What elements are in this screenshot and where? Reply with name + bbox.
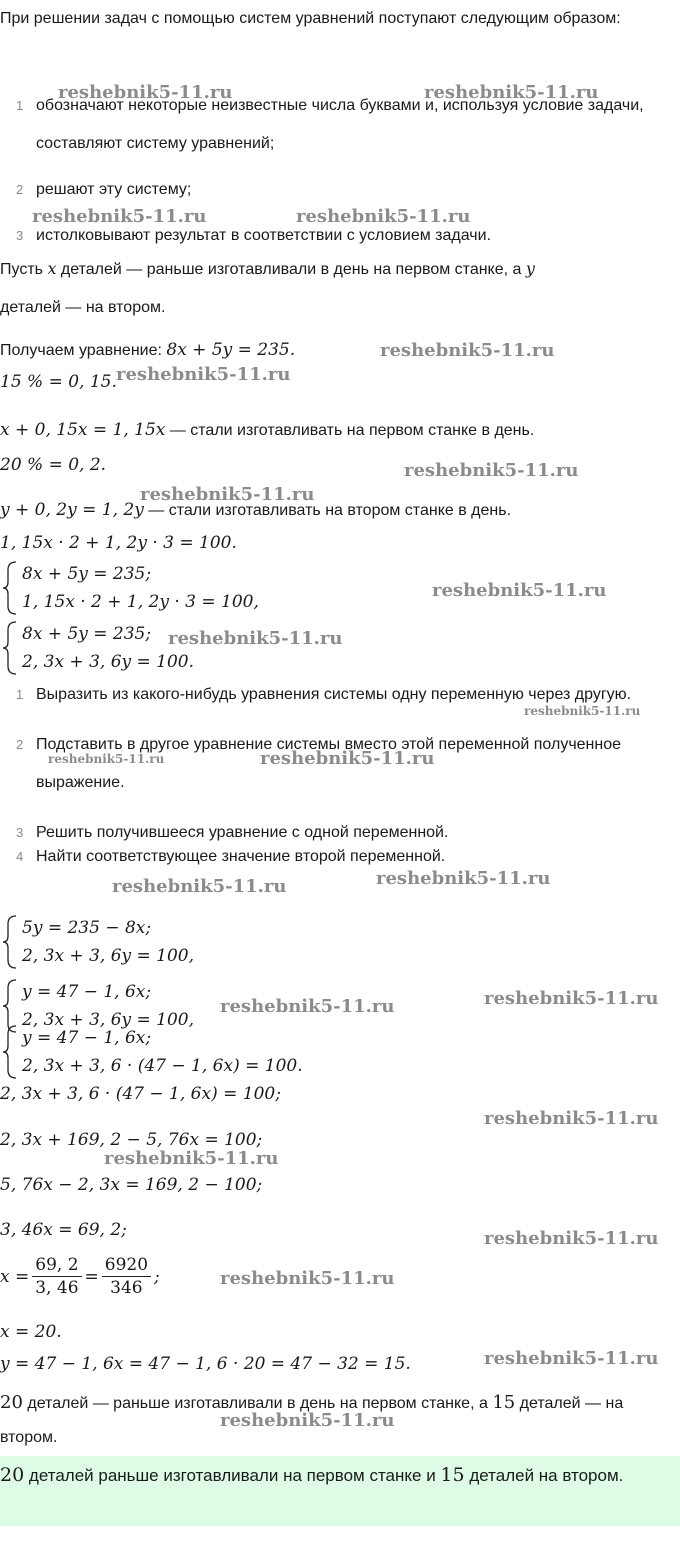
list-number: 2 [16,737,24,752]
answer-num-a: 20 [0,1464,25,1486]
watermark: reshebnik5-11.ru [220,996,395,1017]
denominator: 346 [110,1278,143,1298]
conclusion-text-d: деталей — на втором. [0,1395,624,1446]
var-y: y [525,259,535,278]
watermark: reshebnik5-11.ru [432,580,607,601]
watermark: reshebnik5-11.ru [424,82,599,103]
let-text-c: деталей — на втором. [0,299,166,316]
system-line: 2, 3x + 3, 6y = 100, [22,1009,195,1030]
list-number: 1 [16,687,24,702]
calc-line: 2, 3x + 3, 6 · (47 − 1, 6x) = 100; [0,1084,281,1104]
equals-sign: = [84,1266,99,1287]
list-number: 2 [16,182,24,197]
equation-2: 1, 15x · 2 + 1, 2y · 3 = 100. [0,533,237,553]
watermark: reshebnik5-11.ru [32,206,207,227]
calc-line: 2, 3x + 169, 2 − 5, 76x = 100; [0,1130,263,1150]
x-result: x = 20. [0,1322,62,1342]
watermark: reshebnik5-11.ru [484,988,659,1009]
fraction-2 [102,1254,151,1299]
list-text: Решить получившееся уравнение с одной переменной. [36,824,449,841]
watermark: reshebnik5-11.ru [484,1228,659,1249]
calc-line: 3, 46x = 69, 2; [0,1220,127,1240]
line-y-text: — стали изготавливать на втором станке в день. [143,502,512,519]
brace-icon [0,914,22,970]
system-line: 2, 3x + 3, 6 · (47 − 1, 6x) = 100. [22,1055,303,1076]
line-x-expr: x + 0, 15x = 1, 15x [0,420,166,440]
list-text: Найти соответствующее значение второй переменной. [36,848,446,865]
watermark: reshebnik5-11.ru [140,484,315,505]
system-line: 8x + 5y = 235; [22,623,152,644]
line-x [0,420,534,440]
watermark: reshebnik5-11.ru [524,704,641,718]
let-text-a: Пусть [0,261,48,278]
percent-15: 15 % = 0, 15. [0,372,117,392]
answer-box [0,1456,680,1526]
list-number: 3 [16,228,24,243]
watermark: reshebnik5-11.ru [104,1148,279,1169]
system-3 [0,914,194,970]
fraction-1 [32,1254,81,1299]
fraction-lhs: x = [0,1266,30,1287]
list-number: 4 [16,849,24,864]
watermark: reshebnik5-11.ru [168,628,343,649]
denominator: 3, 46 [35,1278,79,1298]
watermark: reshebnik5-11.ru [220,1268,395,1289]
system-line: 8x + 5y = 235; [22,563,152,584]
system-2 [0,620,194,676]
answer-num-c: 15 [440,1464,465,1486]
watermark: reshebnik5-11.ru [58,82,233,103]
list-item [0,838,676,876]
list-item [0,171,676,209]
watermark: reshebnik5-11.ru [112,876,287,897]
system-1 [0,560,259,616]
watermark: reshebnik5-11.ru [220,1410,395,1431]
list-text: решают эту систему; [36,181,192,198]
semicolon: ; [154,1266,160,1287]
list-text: Выразить из какого-нибудь уравнения системы одну переменную через другую. [36,686,632,703]
brace-icon [0,1024,22,1080]
fraction-line [0,1254,160,1299]
system-line: y = 47 − 1, 6x; [22,981,152,1002]
equation-1: 8x + 5y = 235. [166,340,296,360]
equation-label: Получаем уравнение: [0,342,167,359]
system-line: 2, 3x + 3, 6y = 100, [22,945,195,966]
let-paragraph [0,250,676,327]
watermark: reshebnik5-11.ru [116,364,291,385]
system-line: 2, 3x + 3, 6y = 100. [22,651,195,672]
answer-text-d: деталей на втором. [464,1466,624,1485]
list-number: 3 [16,825,24,840]
watermark: reshebnik5-11.ru [484,1348,659,1369]
intro-paragraph [0,0,676,38]
let-text-b: деталей — раньше изготавливали в день на первом станке, а [56,261,526,278]
list-text: Подставить в другое уравнение системы вместо этой переменной полученное выражение. [36,736,622,791]
percent-20: 20 % = 0, 2. [0,455,107,475]
list-text: обозначают некоторые неизвестные числа буквами и, используя условие задачи, составляют систему уравнений; [36,97,644,152]
watermark: reshebnik5-11.ru [380,340,555,361]
numerator: 6920 [102,1254,151,1277]
watermark: reshebnik5-11.ru [48,752,165,766]
list-number: 1 [16,98,24,113]
equation-1-line [0,340,295,360]
calc-line: 5, 76x − 2, 3x = 169, 2 − 100; [0,1175,263,1195]
answer-text-b: деталей раньше изготавливали на первом станке и [24,1466,441,1485]
conclusion-text-b: деталей — раньше изготавливали в день на первом станке, а [22,1395,493,1412]
watermark: reshebnik5-11.ru [376,868,551,889]
method-steps-list [0,87,676,255]
system-5 [0,1024,303,1080]
line-y-expr: y + 0, 2y = 1, 2y [0,500,144,520]
watermark: reshebnik5-11.ru [296,206,471,227]
line-x-text: — стали изготавливать на первом станке в день. [165,422,535,439]
var-x: x [47,259,57,278]
system-line: 5y = 235 − 8x; [22,917,152,938]
y-result: y = 47 − 1, 6x = 47 − 1, 6 · 20 = 47 − 32 = 15. [0,1354,411,1374]
list-text: истолковывают результат в соответствии с условием задачи. [36,227,492,244]
watermark: reshebnik5-11.ru [260,748,435,769]
intro-text: При решении задач с помощью систем уравнений поступают следующим образом: [0,10,621,27]
watermark: reshebnik5-11.ru [484,1108,659,1129]
conclusion-num-c: 15 [492,1392,516,1413]
conclusion-num-a: 20 [0,1392,23,1413]
system-line: 1, 15x · 2 + 1, 2y · 3 = 100, [22,591,259,612]
watermark: reshebnik5-11.ru [404,460,579,481]
brace-icon [0,560,22,616]
system-line: y = 47 − 1, 6x; [22,1027,152,1048]
brace-icon [0,620,22,676]
numerator: 69, 2 [32,1254,81,1277]
